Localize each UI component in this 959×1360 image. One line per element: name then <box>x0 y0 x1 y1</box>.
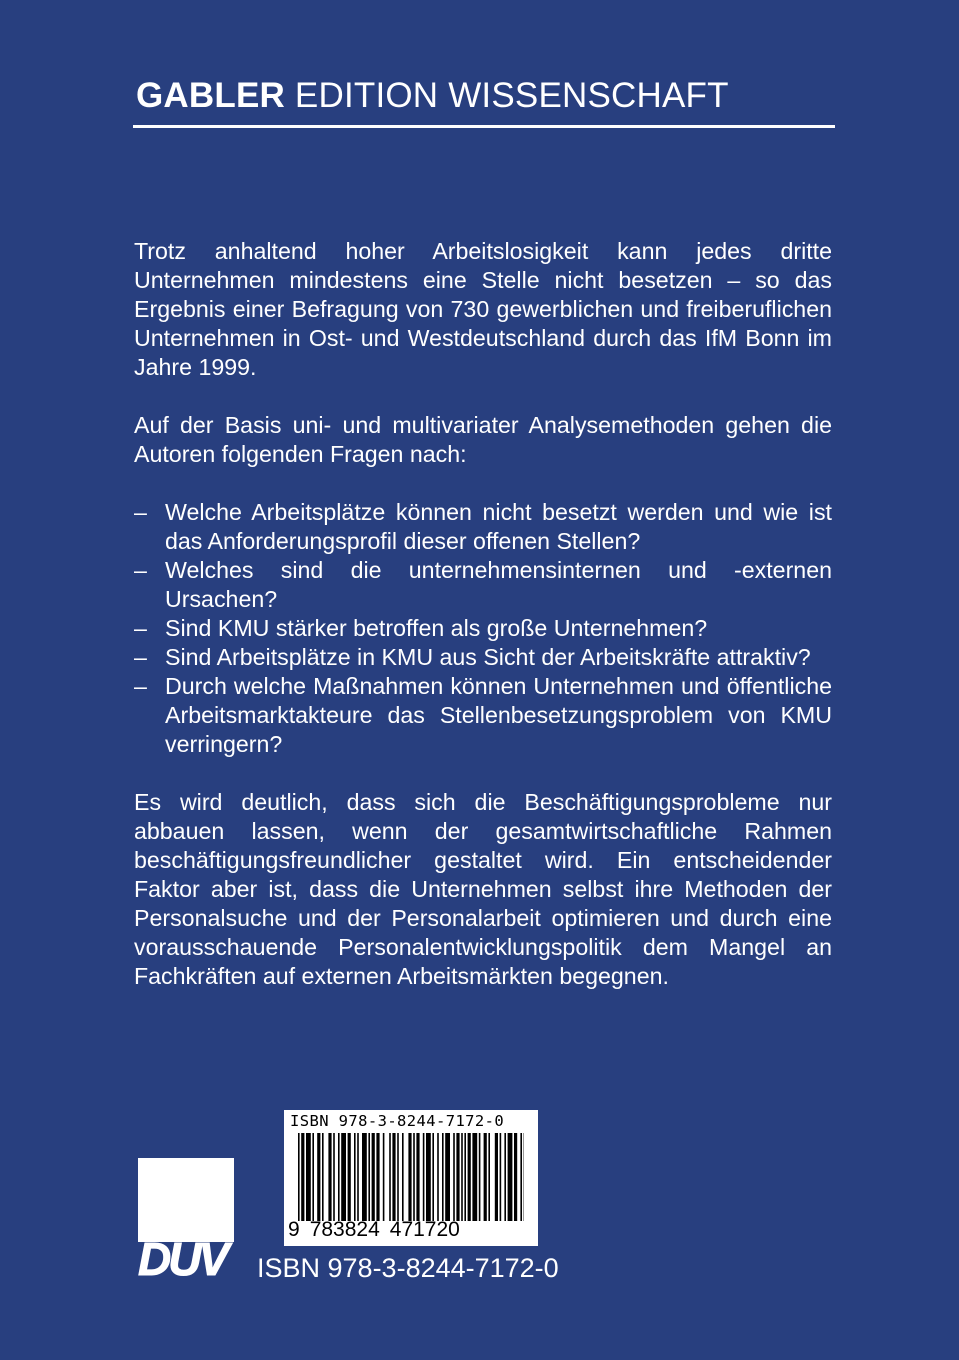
list-item <box>134 614 832 643</box>
barcode-bar <box>357 1133 359 1221</box>
barcode-bar <box>389 1133 391 1221</box>
list-item-text: Welches sind die unternehmensinternen und -externen Ursachen? <box>165 557 832 612</box>
barcode-bars <box>298 1133 524 1221</box>
barcode-bar <box>432 1133 434 1221</box>
list-item-text: Welche Arbeitsplätze können nicht besetzt werden und wie ist das Anforderungsprofil dieser offenen Stellen? <box>165 499 832 554</box>
barcode-bar <box>402 1133 404 1221</box>
barcode-bar <box>423 1133 425 1221</box>
barcode-bar <box>504 1133 506 1221</box>
barcode-bar <box>383 1133 385 1221</box>
barcode-bar <box>456 1133 459 1221</box>
list-item <box>134 556 832 614</box>
blurb <box>134 237 832 991</box>
barcode-bar <box>520 1133 522 1221</box>
list-item-text: Sind Arbeitsplätze in KMU aus Sicht der Arbeitskräfte attraktiv? <box>165 644 811 670</box>
barcode-bar <box>322 1133 324 1221</box>
barcode-panel <box>284 1110 538 1246</box>
series-rule <box>133 125 835 128</box>
barcode-bar <box>442 1133 444 1221</box>
series-brand: GABLER <box>136 76 285 115</box>
barcode-bar <box>479 1133 481 1221</box>
barcode-bar <box>413 1133 415 1221</box>
barcode-bar <box>354 1133 356 1221</box>
barcode-bar <box>445 1133 450 1221</box>
duv-logo-block <box>138 1158 234 1242</box>
barcode-bar <box>372 1133 375 1221</box>
barcode-bar <box>508 1133 513 1221</box>
barcode-bar <box>408 1133 411 1221</box>
series-name: EDITION WISSENSCHAFT <box>294 76 729 115</box>
question-list <box>134 498 832 759</box>
barcode-bar <box>453 1133 455 1221</box>
ean-left-group: 783824 <box>309 1218 380 1241</box>
barcode-bar <box>341 1133 346 1221</box>
list-item-text: Sind KMU stärker betroffen als große Unternehmen? <box>165 615 708 641</box>
barcode-bar <box>397 1133 399 1221</box>
list-item <box>134 643 832 672</box>
ean-right-group: 471720 <box>389 1218 460 1241</box>
series-title <box>136 76 729 116</box>
list-item <box>134 498 832 556</box>
barcode-bar <box>426 1133 431 1221</box>
barcode-bar <box>328 1133 331 1221</box>
list-item-text: Durch welche Maßnahmen können Unternehmen und öffentliche Arbeitsmarktakteure das Stellenbesetzungsproblem von KMU verringern? <box>165 673 832 757</box>
barcode-bar <box>368 1133 370 1221</box>
barcode-bar <box>488 1133 490 1221</box>
duv-logo-text: DUV <box>138 1233 227 1285</box>
barcode-bar <box>472 1133 477 1221</box>
dash-bullet: – <box>134 644 147 670</box>
list-item <box>134 672 832 759</box>
conclusion-paragraph: Es wird deutlich, dass sich die Beschäftigungsprobleme nur abbauen lassen, wenn der gesamtwirtschaftliche Rahmen beschäftigungsfreundlicher gestaltet wird. Ein entscheidender Faktor aber ist, dass die Unternehmen selbst ihre Methoden der Personalsuche und der Personalarbeit optimieren und durch eine vorausschauende Personalentwicklungspolitik dem Mangel an Fachkräften auf externen Arbeitsmärkten begegnen. <box>134 789 832 989</box>
dash-bullet: – <box>134 615 147 641</box>
intro-paragraph: Trotz anhaltend hoher Arbeitslosigkeit kann jedes dritte Unternehmen mindestens eine Stelle nicht besetzen – so das Ergebnis einer Befragung von 730 gewerblichen und freiberuflichen Unternehmen in Ost- und Westdeutschland durch das IfM Bonn im Jahre 1999. <box>134 238 832 380</box>
barcode-bar <box>392 1133 395 1221</box>
dash-bullet: – <box>134 499 147 525</box>
barcode-bar <box>306 1133 311 1221</box>
barcode-bar <box>437 1133 439 1221</box>
barcode-bar <box>362 1133 367 1221</box>
barcode-bar <box>500 1133 502 1221</box>
barcode-bar <box>338 1133 340 1221</box>
barcode-bar <box>348 1133 351 1221</box>
barcode-bar <box>514 1133 517 1221</box>
barcode-bar <box>416 1133 419 1221</box>
barcode-digits <box>288 1218 460 1242</box>
barcode-bar <box>312 1133 314 1221</box>
barcode-bar <box>495 1133 498 1221</box>
dash-bullet: – <box>134 673 147 699</box>
barcode-bar <box>301 1133 304 1221</box>
barcode-bar <box>464 1133 466 1221</box>
barcode-bar <box>484 1133 487 1221</box>
barcode-bar <box>298 1133 300 1221</box>
isbn-number: ISBN 978-3-8244-7172-0 <box>257 1253 559 1283</box>
barcode-bar <box>461 1133 463 1221</box>
barcode-bar <box>468 1133 471 1221</box>
barcode-bar <box>317 1133 320 1221</box>
barcode-isbn-label: ISBN 978-3-8244-7172-0 <box>290 1112 505 1130</box>
dash-bullet: – <box>134 557 147 583</box>
ean-first-digit: 9 <box>288 1218 300 1241</box>
barcode-bar <box>376 1133 379 1221</box>
barcode-bar <box>333 1133 335 1221</box>
method-paragraph: Auf der Basis uni- und multivariater Analysemethoden gehen die Autoren folgenden Fragen nach: <box>134 412 832 467</box>
